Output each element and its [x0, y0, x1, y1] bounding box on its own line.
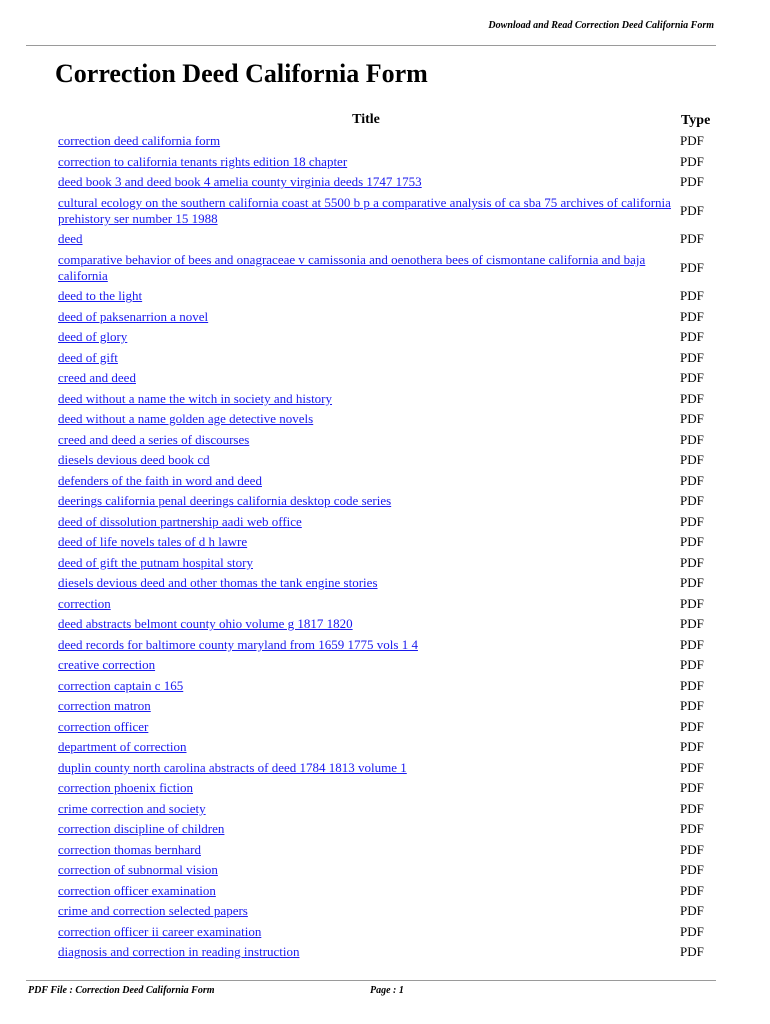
list-item — [58, 881, 716, 902]
title-link[interactable]: correction phoenix fiction — [58, 780, 194, 796]
list-item — [58, 553, 716, 574]
list-item — [58, 389, 716, 410]
footer-file-label: PDF File : Correction Deed California Form — [28, 985, 215, 996]
list-item — [58, 696, 716, 717]
file-type: PDF — [680, 411, 704, 427]
file-type: PDF — [680, 329, 704, 345]
column-header-title: Title — [352, 112, 380, 127]
list-item — [58, 819, 716, 840]
title-link[interactable]: correction thomas bernhard — [58, 841, 201, 857]
running-header: Download and Read Correction Deed California Form — [488, 20, 714, 31]
list-item — [58, 840, 716, 861]
file-type: PDF — [680, 493, 704, 509]
list-item — [58, 286, 716, 307]
title-link[interactable]: deed abstracts belmont county ohio volume g 1817 1820 — [58, 616, 353, 632]
title-link[interactable]: deed of glory — [58, 329, 128, 345]
title-link[interactable]: correction officer examination — [58, 882, 216, 898]
file-type: PDF — [680, 595, 704, 611]
title-link[interactable]: deed book 3 and deed book 4 amelia county virginia deeds 1747 1753 — [58, 174, 422, 190]
title-link[interactable]: diagnosis and correction in reading instruction — [58, 944, 300, 960]
file-type: PDF — [680, 698, 704, 714]
title-link[interactable]: creative correction — [58, 657, 156, 673]
title-link[interactable]: diesels devious deed book cd — [58, 452, 210, 468]
file-type: PDF — [680, 718, 704, 734]
footer-divider — [26, 980, 716, 981]
list-item — [58, 491, 716, 512]
file-type: PDF — [680, 349, 704, 365]
title-link[interactable]: correction of subnormal vision — [58, 862, 218, 878]
list-item — [58, 152, 716, 173]
file-type: PDF — [680, 841, 704, 857]
title-link[interactable]: creed and deed — [58, 370, 136, 386]
list-item — [58, 758, 716, 779]
list-item — [58, 409, 716, 430]
list-item — [58, 532, 716, 553]
title-link[interactable]: correction to california tenants rights edition 18 chapter — [58, 153, 348, 169]
list-item — [58, 860, 716, 881]
file-type: PDF — [680, 800, 704, 816]
list-item — [58, 450, 716, 471]
title-link[interactable]: deed to the light — [58, 288, 143, 304]
file-type: PDF — [680, 308, 704, 324]
title-link[interactable]: crime correction and society — [58, 800, 206, 816]
list-item — [58, 512, 716, 533]
column-header-type: Type — [681, 113, 711, 128]
list-item — [58, 922, 716, 943]
list-item — [58, 348, 716, 369]
footer-page-number: Page : 1 — [370, 985, 404, 996]
file-type: PDF — [680, 759, 704, 775]
file-type: PDF — [680, 288, 704, 304]
file-type: PDF — [680, 677, 704, 693]
file-type: PDF — [680, 513, 704, 529]
list-item — [58, 614, 716, 635]
list-item — [58, 250, 716, 287]
file-type: PDF — [680, 390, 704, 406]
list-item — [58, 368, 716, 389]
file-type: PDF — [680, 657, 704, 673]
file-type: PDF — [680, 452, 704, 468]
list-item — [58, 594, 716, 615]
title-link[interactable]: deed of gift the putnam hospital story — [58, 554, 253, 570]
title-link[interactable]: creed and deed a series of discourses — [58, 431, 250, 447]
list-item — [58, 655, 716, 676]
page-title: Correction Deed California Form — [55, 59, 428, 88]
title-link[interactable]: diesels devious deed and other thomas the tank engine stories — [58, 575, 378, 591]
file-type: PDF — [680, 133, 704, 149]
title-link[interactable]: correction deed california form — [58, 133, 221, 149]
file-type: PDF — [680, 174, 704, 190]
file-type: PDF — [680, 739, 704, 755]
list-item — [58, 327, 716, 348]
title-link[interactable]: department of correction — [58, 739, 187, 755]
file-type: PDF — [680, 903, 704, 919]
title-link[interactable]: deed — [58, 231, 83, 247]
file-type: PDF — [680, 575, 704, 591]
title-link[interactable]: deed records for baltimore county maryland from 1659 1775 vols 1 4 — [58, 636, 418, 652]
title-link[interactable]: deed without a name golden age detective novels — [58, 411, 314, 427]
file-type: PDF — [680, 370, 704, 386]
title-link[interactable]: duplin county north carolina abstracts of deed 1784 1813 volume 1 — [58, 759, 407, 775]
table-header — [56, 110, 715, 130]
file-type: PDF — [680, 636, 704, 652]
file-type: PDF — [680, 554, 704, 570]
title-link[interactable]: deed of gift — [58, 349, 118, 365]
title-link[interactable]: deed of dissolution partnership aadi web office — [58, 513, 302, 529]
title-link[interactable]: correction officer ii career examination — [58, 923, 262, 939]
title-link[interactable]: correction captain c 165 — [58, 677, 184, 693]
list-item — [58, 471, 716, 492]
file-type: PDF — [680, 534, 704, 550]
title-link[interactable]: correction officer — [58, 718, 149, 734]
file-type: PDF — [680, 923, 704, 939]
title-link[interactable]: defenders of the faith in word and deed — [58, 472, 262, 488]
title-link[interactable]: deed of paksenarrion a novel — [58, 308, 209, 324]
file-type: PDF — [680, 472, 704, 488]
file-type: PDF — [680, 944, 704, 960]
title-link[interactable]: correction discipline of children — [58, 821, 225, 837]
list-item — [58, 737, 716, 758]
file-type: PDF — [680, 259, 704, 275]
list-item — [58, 676, 716, 697]
document-list — [58, 131, 716, 963]
list-item — [58, 193, 716, 230]
title-link[interactable]: deed without a name the witch in society and history — [58, 390, 333, 406]
list-item — [58, 635, 716, 656]
list-item — [58, 430, 716, 451]
list-item — [58, 901, 716, 922]
list-item — [58, 799, 716, 820]
title-link[interactable]: crime and correction selected papers — [58, 903, 248, 919]
header-divider — [26, 45, 716, 46]
list-item — [58, 172, 716, 193]
file-type: PDF — [680, 431, 704, 447]
title-link[interactable]: comparative behavior of bees and onagraceae v camissonia and oenothera bees of cismontane california and baja california — [58, 251, 646, 283]
file-type: PDF — [680, 821, 704, 837]
list-item — [58, 942, 716, 963]
file-type: PDF — [680, 231, 704, 247]
list-item — [58, 717, 716, 738]
title-link[interactable]: deerings california penal deerings california desktop code series — [58, 493, 392, 509]
file-type: PDF — [680, 780, 704, 796]
list-item — [58, 573, 716, 594]
file-type: PDF — [680, 882, 704, 898]
title-link[interactable]: correction — [58, 595, 111, 611]
list-item — [58, 229, 716, 250]
title-link[interactable]: deed of life novels tales of d h lawre — [58, 534, 248, 550]
file-type: PDF — [680, 153, 704, 169]
title-link[interactable]: correction matron — [58, 698, 151, 714]
list-item — [58, 307, 716, 328]
file-type: PDF — [680, 616, 704, 632]
list-item — [58, 778, 716, 799]
list-item — [58, 131, 716, 152]
title-link[interactable]: cultural ecology on the southern california coast at 5500 b p a comparative analysis of ca sba 75 archives of california prehistory ser number 15 1988 — [58, 194, 671, 226]
file-type: PDF — [680, 862, 704, 878]
file-type: PDF — [680, 202, 704, 218]
